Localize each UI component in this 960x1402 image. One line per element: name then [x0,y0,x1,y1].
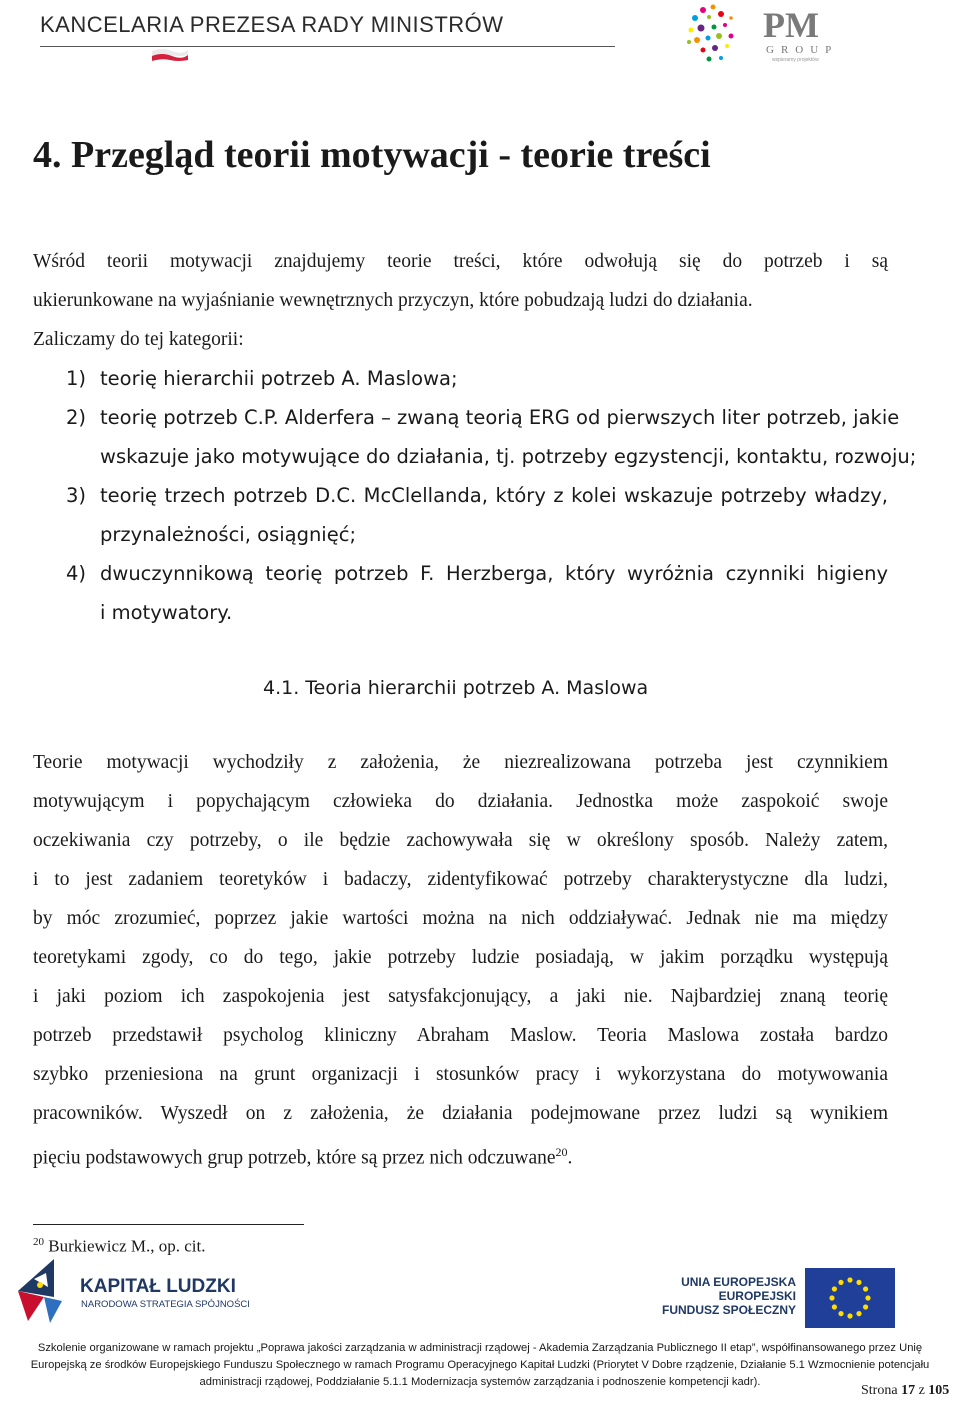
page-total: 105 [928,1383,950,1398]
body-line: potrzeb przedstawił psycholog kliniczny Abraham Maslow. Teoria Maslowa została bardzo [33,1025,888,1046]
footer-line-1: Szkolenie organizowane w ramach projektu „Poprawa jakości zarządzania w administracji rządowej - Akademia Zarządzania Publicznego II etap”, współfinansowanego przez Unię [37,1342,923,1354]
list-line: dwuczynnikową teorię potrzeb F. Herzberga, który wyróżnia czynniki higieny [100,562,888,585]
pm-logo-group: GROUP [766,44,839,56]
footnote-reference[interactable]: 20 [555,1145,568,1159]
list-number: 3) [66,484,87,507]
ue-line-1: UNIA EUROPEJSKA [681,1275,796,1289]
polish-flag-icon [150,45,190,65]
page-title: 4. Przegląd teorii motywacji - teorie treści [33,134,711,176]
header-org-name: KANCELARIA PREZESA RADY MINISTRÓW [40,12,504,37]
list-line: teorię trzech potrzeb D.C. McClellanda, który z kolei wskazuje potrzeby władzy, [100,484,888,507]
list-line: teorię hierarchii potrzeb A. Maslowa; [100,367,458,390]
ue-line-3: FUNDUSZ SPOŁECZNY [661,1303,796,1317]
kapital-ludzki-subtitle: NARODOWA STRATEGIA SPÓJNOŚCI [81,1299,250,1310]
body-final-punct: . [567,1147,573,1169]
header-rule [40,46,615,47]
list-line: przynależności, osiągnięć; [100,523,357,546]
kapital-ludzki-logo-icon [14,1257,76,1327]
list-line: wskazuje jako motywujące do działania, tj. potrzeby egzystencji, kontaktu, rozwoju; [100,445,917,468]
body-line: pracowników. Wyszedł on z założenia, że działania podejmowane przez ludzi są wynikiem [33,1103,888,1124]
kapital-ludzki-title: KAPITAŁ LUDZKI [80,1276,236,1297]
ue-line-2: EUROPEJSKI [718,1289,796,1303]
intro-paragraph [33,242,888,359]
ue-text-block [662,1275,796,1317]
eu-flag-icon [805,1268,895,1328]
footer-line-2: Europejską ze środków Europejskiego Funduszu Społecznego w ramach Programu Operacyjnego Kapitał Ludzki (Priorytet V Dobre rządzenie, Działanie 5.1 Wzmocnienie potencjału [30,1359,930,1371]
list-number: 4) [66,562,87,585]
list-line: i motywatory. [100,601,233,624]
intro-line: Wśród teorii motywacji znajdujemy teorie treści, które odwołują się do potrzeb i są [33,251,888,272]
footnote-text: Burkiewicz M., op. cit. [48,1236,206,1256]
body-line: oczekiwania czy potrzeby, o ile będzie zachowywała się w określony sposób. Należy zatem, [33,830,888,851]
body-line: pięciu podstawowych grup potrzeb, które są przez nich odczuwane [33,1147,556,1169]
body-line: szybko przeniesiona na grunt organizacji i stosunków pracy i wykorzystana do motywowania [33,1064,888,1085]
footnote [33,1236,205,1257]
footer-text [0,1340,960,1391]
body-line: i jaki poziom ich zaspokojenia jest satysfakcjonujący, a jaki nie. Najbardziej znaną teorię [33,986,888,1007]
footnote-number: 20 [33,1236,44,1248]
intro-line: ukierunkowane na wyjaśnianie wewnętrznych przyczyn, które pobudzają ludzi do działania. [33,290,753,311]
list-line: teorię potrzeb C.P. Alderfera – zwaną teorią ERG od pierwszych liter potrzeb, jakie [100,406,900,429]
pm-logo-tagline: wspieramy projektów [772,57,819,63]
page-sep: z [918,1383,925,1398]
body-line: i to jest zadaniem teoretyków i badaczy, zidentyfikować potrzeby charakterystyczne dla ludzi, [33,869,888,890]
intro-line: Zaliczamy do tej kategorii: [33,329,244,350]
pm-logo-text: PM [763,5,819,45]
page-current: 17 [901,1383,916,1398]
body-line: teoretykami zgody, co do tego, jakie potrzeby ludzie posiadają, w jakim porządku występują [33,947,888,968]
list-number: 1) [66,367,87,390]
body-line: by móc zrozumieć, poprzez jakie wartości można na nich oddziaływać. Jednak nie ma między [33,908,888,929]
footer-line-3: administracji rządowej, Poddziałanie 5.1.1 Modernizacja systemów zarządzania i podnoszenie kompetencji kadr). [199,1376,761,1388]
footnote-divider [33,1224,304,1225]
page-number [861,1383,949,1399]
page-label: Strona [861,1383,898,1398]
list-number: 2) [66,406,87,429]
body-line: motywującym i popychającym człowieka do działania. Jednostka może zaspokoić swoje [33,791,888,812]
body-line: Teorie motywacji wychodziły z założenia, że niezrealizowana potrzeba jest czynnikiem [33,752,888,773]
body-last-line [33,1133,888,1172]
section-heading: 4.1. Teoria hierarchii potrzeb A. Maslowa [263,677,649,699]
body-paragraph [33,743,888,1172]
